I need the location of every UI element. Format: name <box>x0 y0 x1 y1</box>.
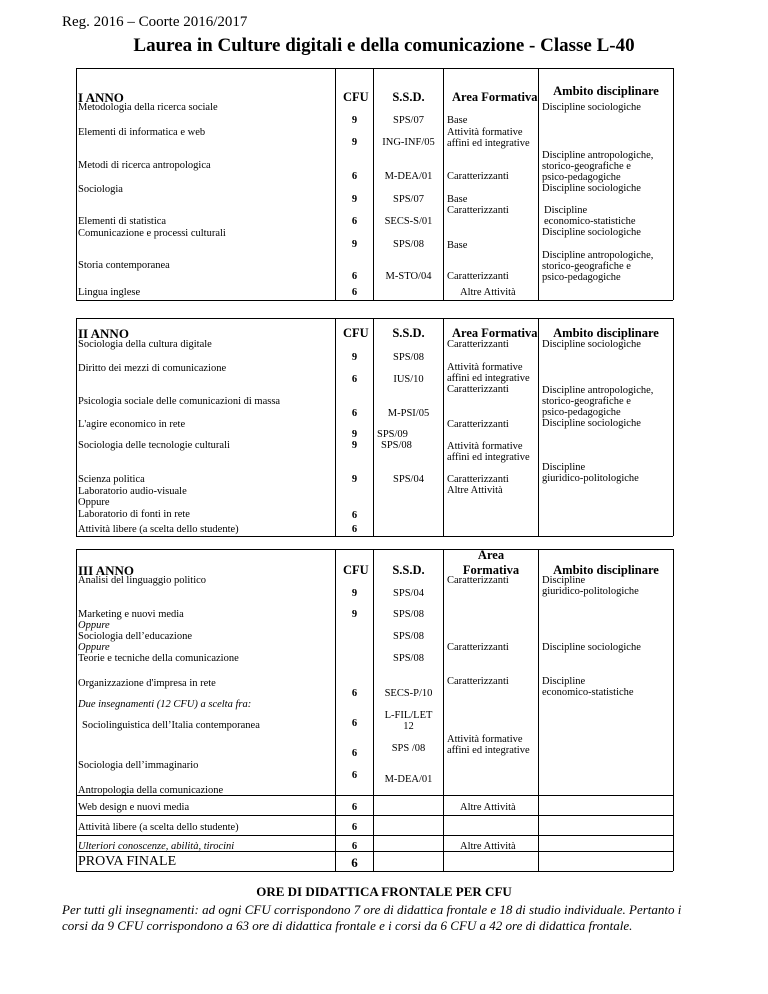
cfu-value: 9 <box>351 440 358 451</box>
course-name: Sociolinguistica dell’Italia contemporanea <box>82 720 260 731</box>
ssd-value: SPS/04 <box>393 474 424 485</box>
course-name: Psicologia sociale delle comunicazioni di massa <box>78 396 281 407</box>
ambito-value: psico-pedagogiche <box>542 407 621 418</box>
regulation-header: Reg. 2016 – Coorte 2016/2017 <box>62 14 248 30</box>
course-name: Sociologia delle tecnologie culturali <box>78 440 230 451</box>
area-value: affini ed integrative <box>447 373 530 384</box>
footer-heading: ORE DI DIDATTICA FRONTALE PER CFU <box>256 884 512 899</box>
ambito-value: Discipline antropologiche, <box>542 250 654 261</box>
area-value: Caratterizzanti <box>447 419 509 430</box>
area-value: Base <box>447 115 468 126</box>
course-name: Diritto dei mezzi di comunicazione <box>78 363 227 374</box>
ambito-value: economico-statistiche <box>544 216 636 227</box>
ssd-value: L-FIL/LET <box>384 710 433 721</box>
footer-note: Per tutti gli insegnamenti: ad ogni CFU corrispondono 7 ore di didattica frontale e 18 di studio individuale. Pertanto i corsi da 9 CFU corrispondono a 63 ore di didattica frontale e i corsi da 6 CFU a 42 ore di didattica frontale. <box>62 902 682 933</box>
course-name: Attività libere (a scelta dello studente) <box>78 524 239 535</box>
ambito-value: psico-pedagogiche <box>542 272 621 283</box>
ambito-value: economico-statistiche <box>542 687 634 698</box>
course-name: Sociologia dell’educazione <box>78 631 192 642</box>
ssd-value: SECS-S/01 <box>384 216 433 227</box>
ambito-value: Discipline sociologiche <box>542 418 641 429</box>
cfu-value: 9 <box>351 239 358 250</box>
cfu-header: CFU <box>343 90 369 104</box>
year3-label: III ANNO <box>78 563 134 578</box>
cfu-value: 6 <box>351 841 358 852</box>
ambito-value: Discipline sociologiche <box>542 102 641 113</box>
ssd-header: S.S.D. <box>392 563 425 577</box>
course-name: Lingua inglese <box>78 287 141 298</box>
ssd-value: SPS/08 <box>393 631 424 642</box>
ambito-value: Discipline <box>542 575 586 586</box>
ssd-value: SECS-P/10 <box>384 688 433 699</box>
ssd-value: SPS/09 <box>377 429 408 440</box>
course-name: Teorie e tecniche della comunicazione <box>78 653 239 664</box>
cfu-value: 9 <box>351 194 358 205</box>
course-name: Elementi di informatica e web <box>78 127 206 138</box>
ambito-value: psico-pedagogiche <box>542 172 621 183</box>
ssd-value: SPS/08 <box>393 239 424 250</box>
cfu-value: 9 <box>351 137 358 148</box>
cfu-value: 6 <box>351 718 358 729</box>
ssd-value: ING-INF/05 <box>382 137 435 148</box>
cfu-header: CFU <box>343 563 369 577</box>
course-name: Organizzazione d'impresa in rete <box>78 678 216 689</box>
course-name: PROVA FINALE <box>78 854 177 869</box>
ambito-value: storico-geografiche e <box>542 396 631 407</box>
cfu-value: 6 <box>351 822 358 833</box>
cfu-value: 9 <box>351 474 358 485</box>
area-header: Area Formativa <box>452 326 538 340</box>
cfu-value: 9 <box>351 609 358 620</box>
cfu-value: 6 <box>351 171 358 182</box>
course-name: Comunicazione e processi culturali <box>78 228 226 239</box>
course-name: Antropologia della comunicazione <box>78 785 224 796</box>
ssd-value: M-DEA/01 <box>384 171 433 182</box>
ssd-value: IUS/10 <box>393 374 424 385</box>
ambito-value: Discipline <box>542 676 586 687</box>
ambito-value: Discipline sociologiche <box>542 183 641 194</box>
area-value: affini ed integrative <box>447 745 530 756</box>
year1-label: I ANNO <box>78 90 124 105</box>
area-value: Base <box>447 240 468 251</box>
course-name: Sociologia della cultura digitale <box>78 339 212 350</box>
cfu-value: 9 <box>351 429 358 440</box>
area-value: Caratterizzanti <box>447 575 509 586</box>
cfu-value: 9 <box>351 352 358 363</box>
course-name: Attività libere (a scelta dello studente) <box>78 822 239 833</box>
course-name: Sociologia dell’immaginario <box>78 760 199 771</box>
ambito-value: Discipline <box>542 462 586 473</box>
area-value: Caratterizzanti <box>447 171 509 182</box>
area-value: Caratterizzanti <box>447 642 509 653</box>
cfu-value: 6 <box>351 510 358 521</box>
area-value: Altre Attività <box>460 287 516 298</box>
area-header-line2: Formativa <box>462 563 520 577</box>
year2-label: II ANNO <box>78 326 129 341</box>
course-name: Due insegnamenti (12 CFU) a scelta fra: <box>78 699 252 710</box>
page-title: Laurea in Culture digitali e della comunicazione - Classe L-40 <box>133 35 635 56</box>
ambito-value: Discipline sociologiche <box>542 339 641 350</box>
course-name: Ulteriori conoscenze, abilità, tirocini <box>78 841 235 852</box>
course-name: Sociologia <box>78 184 123 195</box>
ambito-value: Discipline antropologiche, <box>542 150 654 161</box>
ambito-value: Discipline sociologiche <box>542 227 641 238</box>
area-header-line1: Area <box>477 548 505 562</box>
area-value: Caratterizzanti <box>447 676 509 687</box>
area-value: affini ed integrative <box>447 138 530 149</box>
area-header: Area Formativa <box>452 90 538 104</box>
area-value: Base <box>447 194 468 205</box>
course-name: Laboratorio di fonti in rete <box>78 509 190 520</box>
course-name: Oppure <box>78 497 110 508</box>
area-value: affini ed integrative <box>447 452 530 463</box>
course-name: Oppure <box>78 642 110 653</box>
ambito-header: Ambito disciplinare <box>553 84 659 98</box>
cfu-value: 6 <box>351 802 358 813</box>
course-name: Oppure <box>78 620 110 631</box>
ssd-value: SPS/08 <box>393 352 424 363</box>
area-value: Caratterizzanti <box>447 384 509 395</box>
ssd-value: SPS /08 <box>391 743 426 754</box>
cfu-value: 9 <box>351 588 358 599</box>
ambito-value: storico-geografiche e <box>542 261 631 272</box>
cfu-value: 6 <box>351 374 358 385</box>
area-value: Altre Attività <box>447 485 503 496</box>
ambito-value: Discipline antropologiche, <box>542 385 654 396</box>
ssd-header: S.S.D. <box>392 326 425 340</box>
area-value: Caratterizzanti <box>447 205 509 216</box>
area-value: Attività formative <box>447 734 523 745</box>
ssd-value: 12 <box>403 721 414 732</box>
course-name: Scienza politica <box>78 474 145 485</box>
course-name: Web design e nuovi media <box>78 802 190 813</box>
ambito-value: giuridico-politologiche <box>542 586 639 597</box>
cfu-value: 6 <box>351 408 358 419</box>
ambito-value: giuridico-politologiche <box>542 473 639 484</box>
area-value: Altre Attività <box>460 841 516 852</box>
ssd-value: M-STO/04 <box>385 271 432 282</box>
cfu-value: 6 <box>351 287 358 298</box>
cfu-value: 6 <box>351 216 358 227</box>
ssd-value: SPS/08 <box>393 609 424 620</box>
cfu-value: 6 <box>351 271 358 282</box>
area-value: Attività formative <box>447 441 523 452</box>
ssd-value: SPS/07 <box>393 115 424 126</box>
ssd-header: S.S.D. <box>392 90 425 104</box>
ambito-header: Ambito disciplinare <box>553 326 659 340</box>
course-name: L'agire economico in rete <box>78 419 186 430</box>
cfu-value: 9 <box>351 115 358 126</box>
cfu-value: 6 <box>351 770 358 781</box>
area-value: Caratterizzanti <box>447 271 509 282</box>
cfu-value: 6 <box>351 855 358 870</box>
course-name: Elementi di statistica <box>78 216 167 227</box>
area-value: Attività formative <box>447 127 523 138</box>
ssd-value: SPS/04 <box>393 588 424 599</box>
ambito-header: Ambito disciplinare <box>553 563 659 577</box>
ssd-value: SPS/08 <box>393 653 424 664</box>
cfu-header: CFU <box>343 326 369 340</box>
cfu-value: 6 <box>351 524 358 535</box>
area-value: Caratterizzanti <box>447 339 509 350</box>
course-name: Analisi del linguaggio politico <box>78 575 207 586</box>
ssd-value: M-DEA/01 <box>384 774 433 785</box>
course-name: Metodi di ricerca antropologica <box>78 160 211 171</box>
cfu-value: 6 <box>351 688 358 699</box>
ssd-value: SPS/07 <box>393 194 424 205</box>
course-name: Metodologia della ricerca sociale <box>78 102 218 113</box>
ambito-value: storico-geografiche e <box>542 161 631 172</box>
course-name: Laboratorio audio-visuale <box>78 486 187 497</box>
area-value: Attività formative <box>447 362 523 373</box>
ambito-value: Discipline sociologiche <box>542 642 641 653</box>
ambito-value: Discipline <box>544 205 588 216</box>
area-value: Caratterizzanti <box>447 474 509 485</box>
course-name: Storia contemporanea <box>78 260 170 271</box>
ssd-value: M-PSI/05 <box>387 408 430 419</box>
cfu-value: 6 <box>351 748 358 759</box>
course-name: Marketing e nuovi media <box>78 609 184 620</box>
area-value: Altre Attività <box>460 802 516 813</box>
ssd-value: SPS/08 <box>381 440 412 451</box>
